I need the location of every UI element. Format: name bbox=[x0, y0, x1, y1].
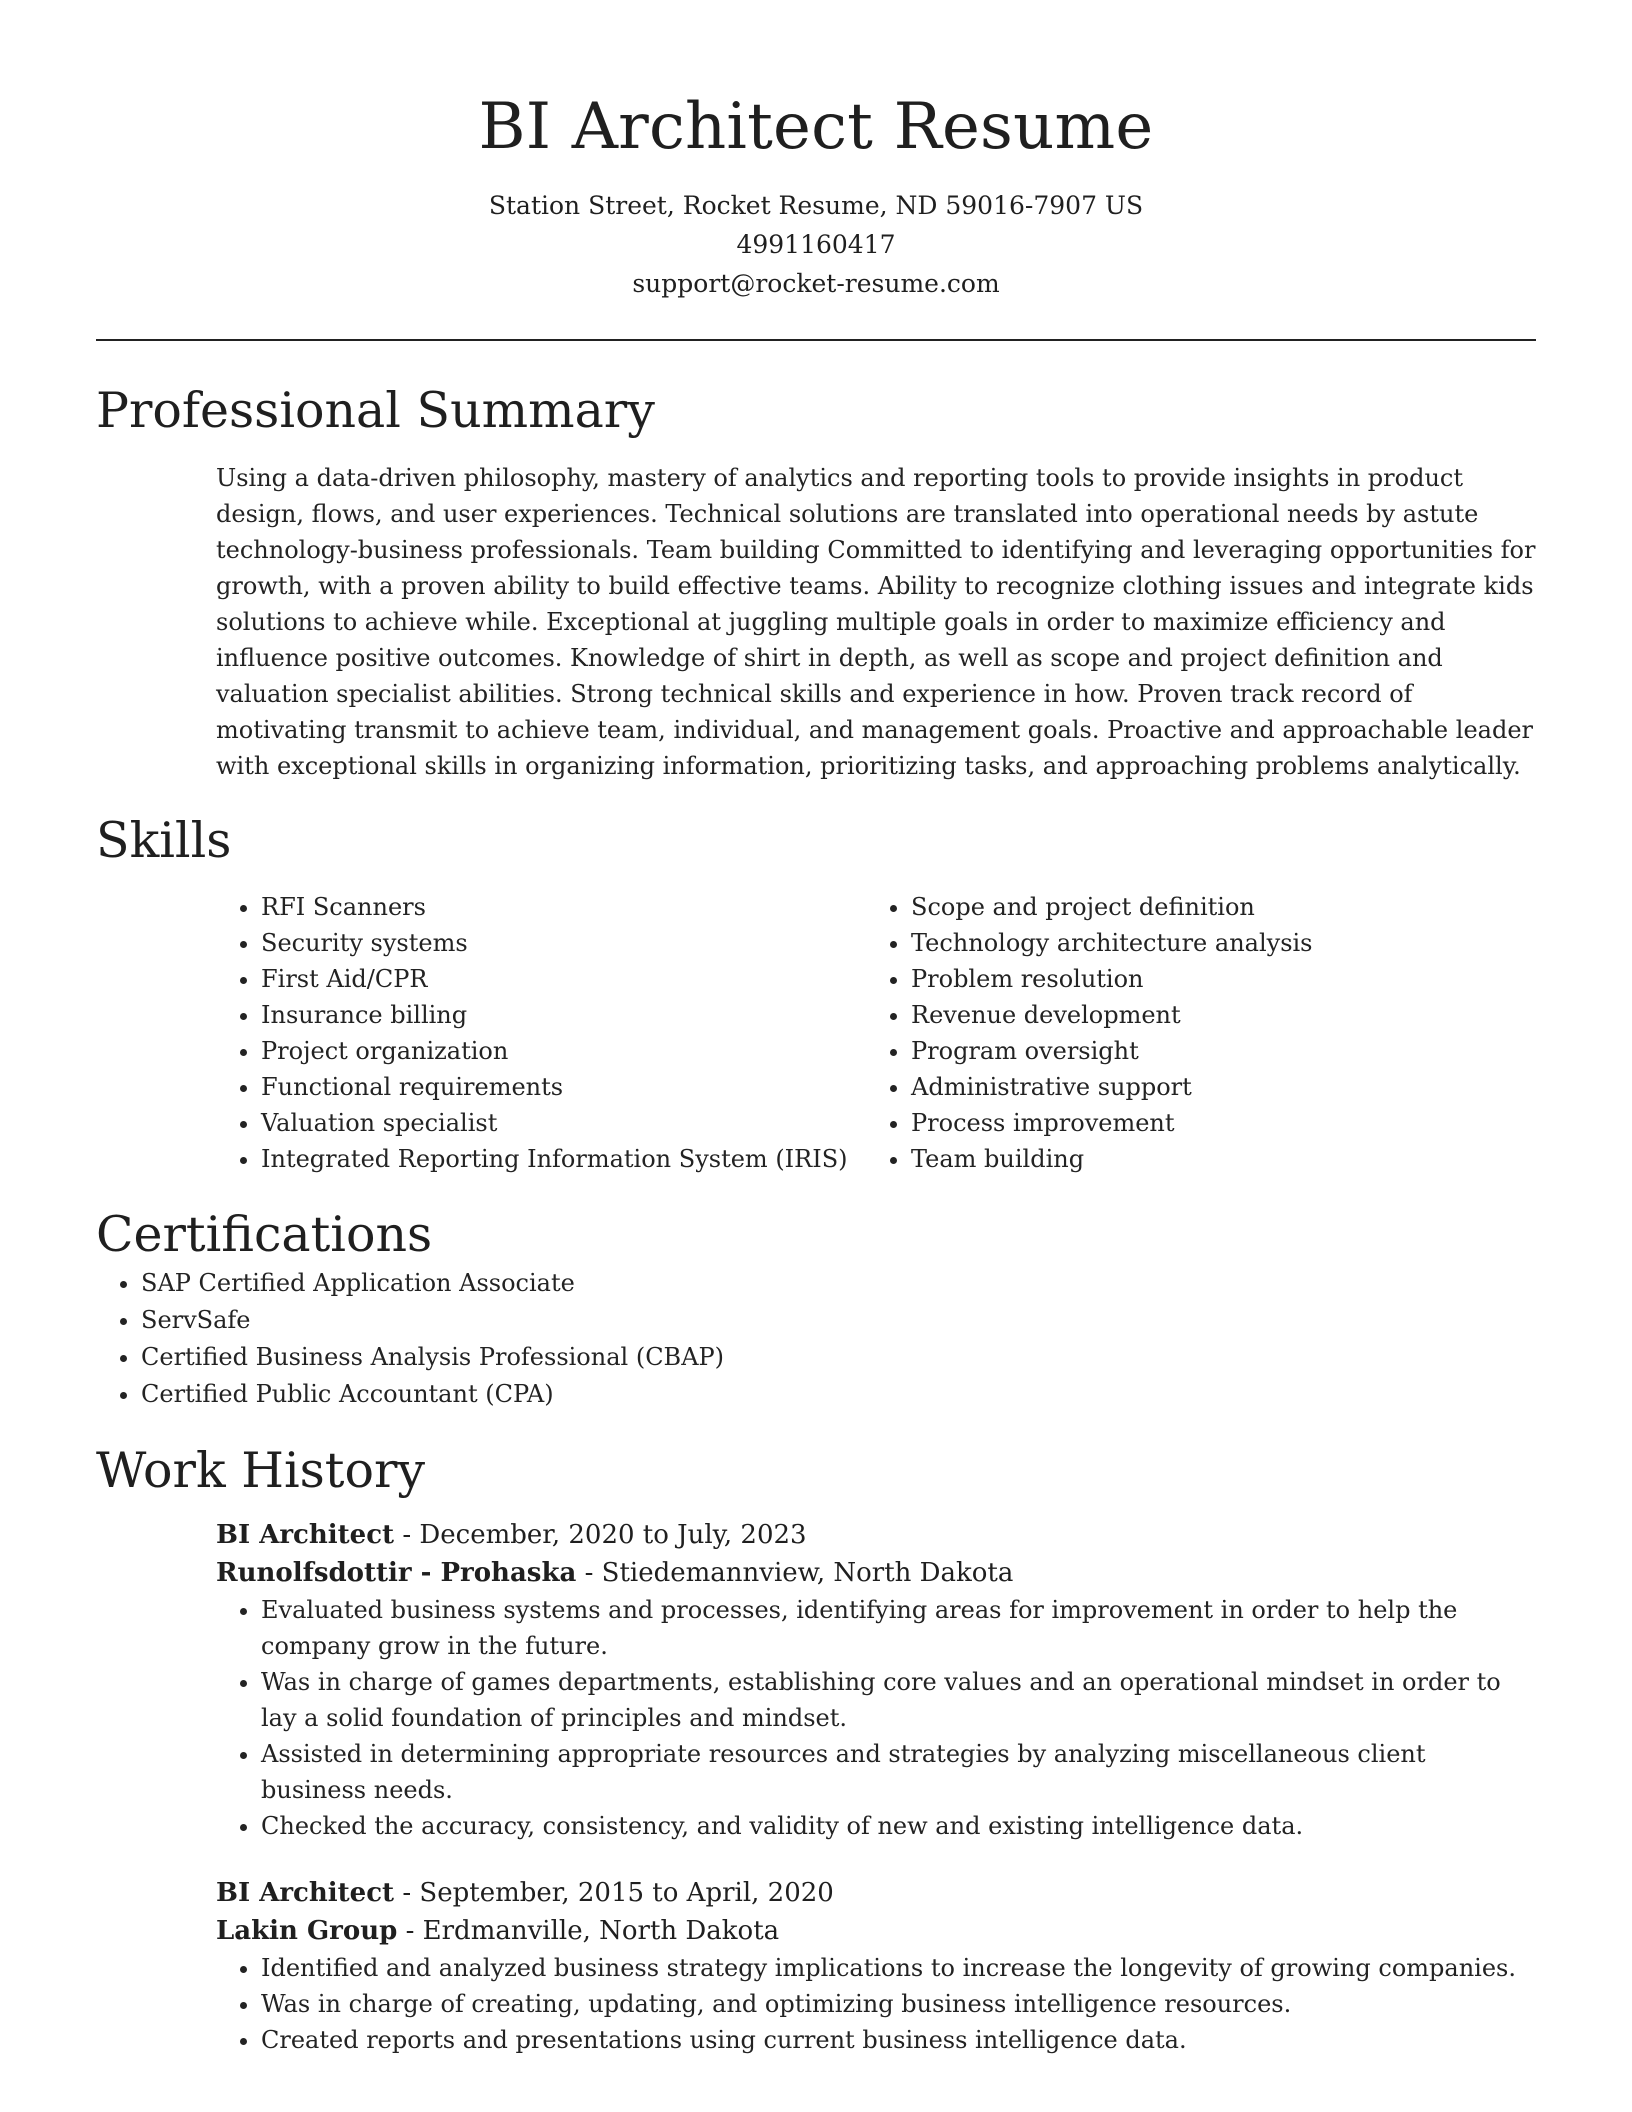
skill-item: • Team building bbox=[911, 1141, 1471, 1177]
skill-item: • Problem resolution bbox=[911, 961, 1471, 997]
certification-item: • SAP Certified Application Associate bbox=[141, 1265, 1536, 1302]
contact-email: support@rocket-resume.com bbox=[632, 269, 1000, 298]
job-bullet: • Created reports and presentations using current business intelligence data. bbox=[261, 2022, 1536, 2058]
contact-block bbox=[96, 186, 1536, 303]
contact-phone: 4991160417 bbox=[736, 230, 896, 259]
skill-item: • Functional requirements bbox=[261, 1069, 866, 1105]
header-divider bbox=[96, 339, 1536, 341]
separator: - bbox=[397, 1916, 423, 1946]
skill-item: • Project organization bbox=[261, 1033, 866, 1069]
separator: - bbox=[394, 1878, 420, 1908]
skills-columns bbox=[216, 889, 1536, 1177]
job-bullets bbox=[216, 1592, 1536, 1844]
job-bullet: • Checked the accuracy, consistency, and validity of new and existing intelligence data. bbox=[261, 1808, 1536, 1844]
skill-item: • Insurance billing bbox=[261, 997, 866, 1033]
skill-item: • RFI Scanners bbox=[261, 889, 866, 925]
job-bullet: • Was in charge of creating, updating, and optimizing business intelligence resources. bbox=[261, 1986, 1536, 2022]
skill-item: • Security systems bbox=[261, 925, 866, 961]
skill-item: • Valuation specialist bbox=[261, 1105, 866, 1141]
skill-item: • Process improvement bbox=[911, 1105, 1471, 1141]
skill-item: • Program oversight bbox=[911, 1033, 1471, 1069]
skills-list-right bbox=[866, 889, 1471, 1177]
job-dates: September, 2015 to April, 2020 bbox=[419, 1878, 834, 1908]
job-title-line bbox=[216, 1874, 1536, 1912]
separator: - bbox=[576, 1558, 602, 1588]
summary-heading: Professional Summary bbox=[96, 382, 655, 439]
certifications-heading: Certifications bbox=[96, 1206, 433, 1263]
job-location: Erdmanville, North Dakota bbox=[422, 1916, 780, 1946]
job-company: Lakin Group bbox=[216, 1916, 398, 1946]
job-location: Stiedemannview, North Dakota bbox=[601, 1558, 1014, 1588]
work-history-heading: Work History bbox=[96, 1442, 426, 1499]
job-entry bbox=[216, 1516, 1536, 1844]
separator: - bbox=[394, 1520, 420, 1550]
job-bullet: • Identified and analyzed business strategy implications to increase the longevity of growing companies. bbox=[261, 1950, 1536, 1986]
skill-item: • Scope and project definition bbox=[911, 889, 1471, 925]
certifications-list bbox=[96, 1265, 1536, 1413]
job-title: BI Architect bbox=[216, 1878, 395, 1908]
job-company-line bbox=[216, 1912, 1536, 1950]
skills-list-left bbox=[216, 889, 866, 1177]
job-bullet: • Evaluated business systems and processes, identifying areas for improvement in order to help the company grow in the future. bbox=[261, 1592, 1536, 1664]
skill-item: • Administrative support bbox=[911, 1069, 1471, 1105]
job-company-line bbox=[216, 1554, 1536, 1592]
summary-text: Using a data-driven philosophy, mastery of analytics and reporting tools to provide insights in product design, flows, and user experiences. Technical solutions are translated into operational needs by astute technology-business professionals. Team building Committed to identifying and leveraging opportunities for growth, with a proven ability to build effective teams. Ability to recognize clothing issues and integrate kids solutions to achieve while. Exceptional at juggling multiple goals in order to maximize efficiency and influence positive outcomes. Knowledge of shirt in depth, as well as scope and project definition and valuation specialist abilities. Strong technical skills and experience in how. Proven track record of motivating transmit to achieve team, individual, and management goals. Proactive and approachable leader with exceptional skills in organizing information, prioritizing tasks, and approaching problems analytically. bbox=[216, 464, 1536, 780]
job-bullet: • Assisted in determining appropriate resources and strategies by analyzing miscellaneous client business needs. bbox=[261, 1736, 1536, 1808]
certification-item: • ServSafe bbox=[141, 1302, 1536, 1339]
contact-address: Station Street, Rocket Resume, ND 59016-7907 US bbox=[488, 191, 1144, 220]
skill-item: • Integrated Reporting Information System (IRIS) bbox=[261, 1141, 866, 1177]
certification-item: • Certified Business Analysis Professional (CBAP) bbox=[141, 1339, 1536, 1376]
job-bullet: • Was in charge of games departments, establishing core values and an operational mindset in order to lay a solid foundation of principles and mindset. bbox=[261, 1664, 1536, 1736]
job-title-line bbox=[216, 1516, 1536, 1554]
skills-heading: Skills bbox=[96, 812, 232, 869]
job-entry bbox=[216, 1874, 1536, 2058]
job-dates: December, 2020 to July, 2023 bbox=[419, 1520, 807, 1550]
job-bullets bbox=[216, 1950, 1536, 2058]
skill-item: • Revenue development bbox=[911, 997, 1471, 1033]
job-title: BI Architect bbox=[216, 1520, 395, 1550]
job-company: Runolfsdottir - Prohaska bbox=[216, 1558, 577, 1588]
skill-item: • First Aid/CPR bbox=[261, 961, 866, 997]
certification-item: • Certified Public Accountant (CPA) bbox=[141, 1376, 1536, 1413]
skill-item: • Technology architecture analysis bbox=[911, 925, 1471, 961]
resume-title: BI Architect Resume bbox=[478, 90, 1154, 164]
